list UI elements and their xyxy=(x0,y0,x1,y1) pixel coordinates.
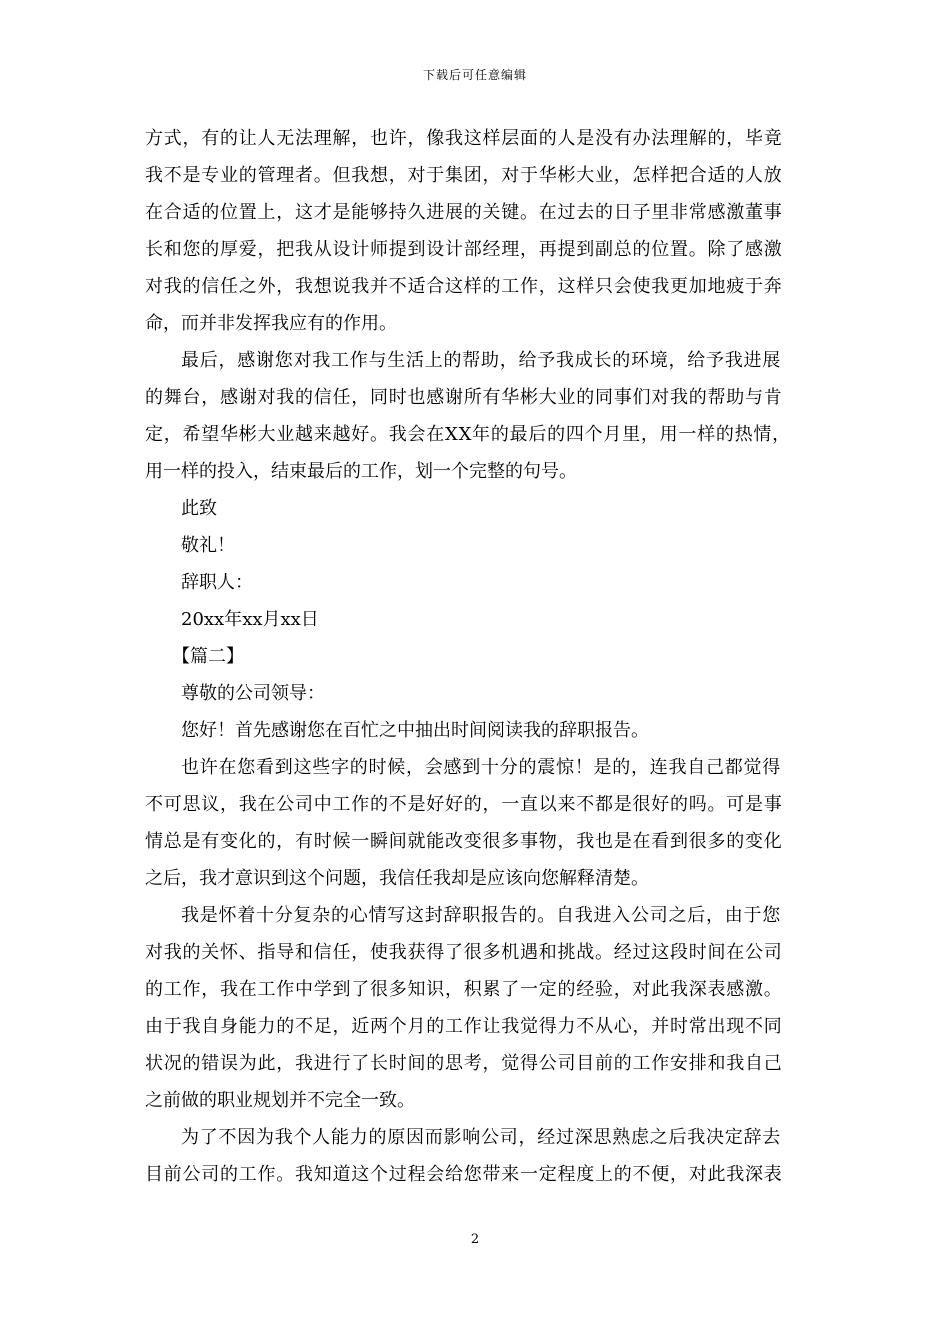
closing-line: 此致 xyxy=(181,498,217,519)
body-line: 用一样的投入，结束最后的工作，划一个完整的句号。 xyxy=(145,461,577,482)
body-line: 对我的信任之外，我想说我并不适合这样的工作，这样只会使我更加地疲于奔 xyxy=(145,276,783,297)
body-line: 状况的错误为此，我进行了长时间的思考，觉得公司目前的工作安排和我自己 xyxy=(145,1053,783,1074)
body-line: 最后，感谢您对我工作与生活上的帮助，给予我成长的环境，给予我进展 xyxy=(181,350,781,371)
page-header: 下载后可任意编辑 xyxy=(422,68,527,82)
body-line: 目前公司的工作。我知道这个过程会给您带来一定程度上的不便，对此我深表 xyxy=(145,1164,783,1185)
body-line: 的舞台，感谢对我的信任，同时也感谢所有华彬大业的同事们对我的帮助与肯 xyxy=(145,387,783,408)
body-line: 由于我自身能力的不足，近两个月的工作让我觉得力不从心，并时常出现不同 xyxy=(145,1016,783,1037)
body-line: 在合适的位置上，这才是能够持久进展的关键。在过去的日子里非常感激董事 xyxy=(145,202,783,223)
page-number: 2 xyxy=(470,1232,480,1247)
body-line: 您好！首先感谢您在百忙之中抽出时间阅读我的辞职报告。 xyxy=(181,720,649,741)
salutation: 尊敬的公司领导： xyxy=(181,683,325,704)
signature-label: 辞职人： xyxy=(181,572,253,593)
body-line: 情总是有变化的，有时候一瞬间就能改变很多事物，我也是在看到很多的变化 xyxy=(145,831,783,852)
body-line: 命，而并非发挥我应有的作用。 xyxy=(145,313,397,334)
body-line: 也许在您看到这些字的时候，会感到十分的震惊！是的，连我自己都觉得 xyxy=(181,757,781,778)
section-heading: 【篇二】 xyxy=(172,646,244,667)
closing-line: 敬礼！ xyxy=(181,535,235,556)
body-line: 我不是专业的管理者。但我想，对于集团，对于华彬大业，怎样把合适的人放 xyxy=(145,165,783,186)
body-line: 之前做的职业规划并不完全一致。 xyxy=(145,1090,415,1111)
body-line: 对我的关怀、指导和信任，使我获得了很多机遇和挑战。经过这段时间在公司 xyxy=(145,942,783,963)
body-line: 方式，有的让人无法理解，也许，像我这样层面的人是没有办法理解的，毕竟 xyxy=(145,128,783,149)
body-line: 为了不因为我个人能力的原因而影响公司，经过深思熟虑之后我决定辞去 xyxy=(181,1127,781,1148)
body-line: 定，希望华彬大业越来越好。我会在XX年的最后的四个月里，用一样的热情， xyxy=(145,424,791,445)
body-line: 我是怀着十分复杂的心情写这封辞职报告的。自我进入公司之后，由于您 xyxy=(181,905,781,926)
body-line: 不可思议，我在公司中工作的不是好好的，一直以来不都是很好的吗。可是事 xyxy=(145,794,783,815)
date-line: 20xx年xx月xx日 xyxy=(181,609,319,630)
body-line: 之后，我才意识到这个问题，我信任我却是应该向您解释清楚。 xyxy=(145,868,649,889)
body-line: 长和您的厚爱，把我从设计师提到设计部经理，再提到副总的位置。除了感激 xyxy=(145,239,783,260)
body-line: 的工作，我在工作中学到了很多知识，积累了一定的经验，对此我深表感激。 xyxy=(145,979,783,1000)
